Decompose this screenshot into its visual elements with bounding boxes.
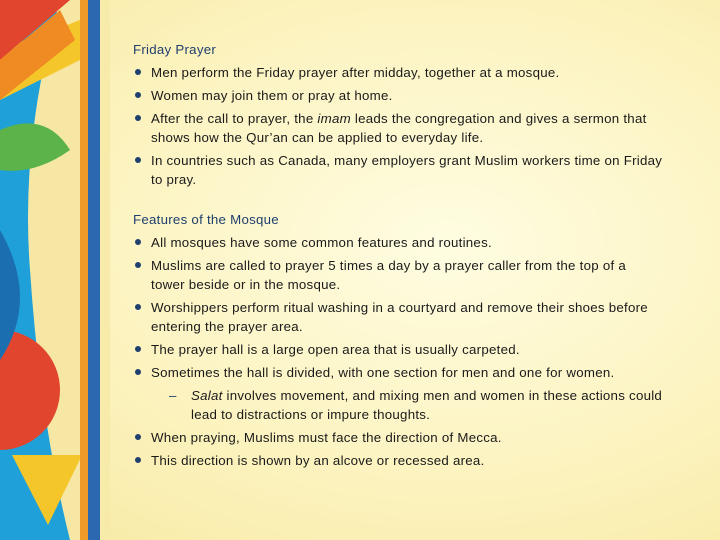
light-edge-stripe (100, 0, 110, 540)
bullet-text: leads the congregation and gives a sermon that shows how the Qur’an can be applied to everyday life. (151, 111, 647, 145)
bullet-list (133, 233, 663, 470)
list-item (133, 256, 663, 294)
orange-stripe (80, 0, 88, 540)
section-title: Features of the Mosque (133, 212, 279, 227)
italic-term: imam (317, 111, 351, 126)
bullet-text: In countries such as Canada, many employers grant Muslim workers time on Friday to pray. (151, 153, 663, 187)
bullet-text: All mosques have some common features and routines. (151, 235, 492, 250)
bullet-text: Sometimes the hall is divided, with one section for men and one for women. (151, 365, 615, 380)
bullet-list (133, 63, 663, 189)
bullet-text: Worshippers perform ritual washing in a courtyard and remove their shoes before entering the prayer area. (151, 300, 648, 334)
section-title: Friday Prayer (133, 42, 217, 57)
bullet-text: Women may join them or pray at home. (151, 88, 393, 103)
list-item (133, 298, 663, 336)
section-features-of-mosque (133, 210, 663, 470)
bullet-text: Muslims are called to prayer 5 times a day by a prayer caller from the top of a tower beside or in the mosque. (151, 258, 626, 292)
bullet-text: involves movement, and mixing men and women in these actions could lead to distractions or impure thoughts. (191, 388, 663, 422)
list-item (133, 151, 663, 189)
list-item (133, 428, 663, 447)
sub-list-item (133, 386, 663, 424)
blue-stripe (88, 0, 100, 540)
bullet-text: Men perform the Friday prayer after midday, together at a mosque. (151, 65, 560, 80)
section-friday-prayer (133, 40, 663, 189)
dash-marker: – (169, 388, 177, 403)
list-item (133, 363, 663, 382)
decorative-side-art (0, 0, 110, 540)
list-item (133, 340, 663, 359)
bullet-text: After the call to prayer, the (151, 111, 318, 126)
italic-term: Salat (191, 388, 223, 403)
bullet-text: The prayer hall is a large open area that is usually carpeted. (151, 342, 520, 357)
slide-content (133, 40, 663, 470)
list-item (133, 63, 663, 82)
bullet-text: This direction is shown by an alcove or recessed area. (151, 453, 485, 468)
list-item (133, 86, 663, 105)
list-item (133, 451, 663, 470)
list-item (133, 109, 663, 147)
list-item (133, 233, 663, 252)
bullet-text: When praying, Muslims must face the direction of Mecca. (151, 430, 502, 445)
